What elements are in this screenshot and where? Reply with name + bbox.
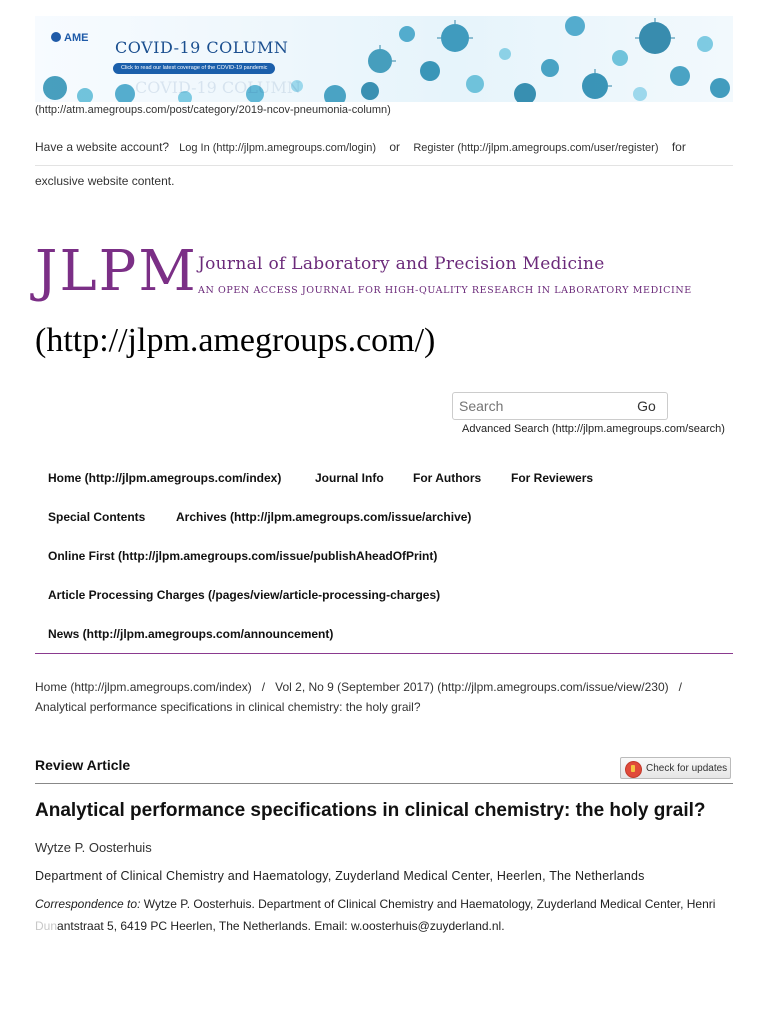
check-for-updates-button[interactable] <box>620 757 731 779</box>
nav-news[interactable]: News (http://jlpm.amegroups.com/announcement) <box>48 627 334 641</box>
nav-for-authors[interactable]: For Authors <box>413 471 482 485</box>
journal-logo[interactable]: JLPM <box>35 239 198 304</box>
account-prompt: Have a website account? <box>35 140 170 154</box>
breadcrumb-separator: / <box>261 680 266 694</box>
article-affiliation: Department of Clinical Chemistry and Haematology, Zuyderland Medical Center, Heerlen, The Netherlands <box>35 869 645 883</box>
crossmark-icon <box>625 761 642 778</box>
journal-tagline-text: AN OPEN ACCESS JOURNAL FOR HIGH-QUALITY RESEARCH IN LABORATORY MEDICINE <box>198 285 692 296</box>
nav-home[interactable]: Home (http://jlpm.amegroups.com/index) <box>48 471 282 485</box>
ame-logo-icon <box>51 32 61 42</box>
correspondence-line-1: Wytze P. Oosterhuis. Department of Clinical Chemistry and Haematology, Zuyderland Medical Center, Henri <box>140 897 716 911</box>
account-divider <box>35 165 733 166</box>
nav-divider <box>35 653 733 654</box>
article-type: Review Article <box>35 757 131 773</box>
breadcrumb-separator: / <box>678 680 683 694</box>
journal-name <box>198 254 605 274</box>
ame-logo-text: AME <box>64 32 89 44</box>
ame-logo <box>51 32 88 44</box>
banner-ghost-text: COVID-19 COLUMN <box>135 78 301 97</box>
breadcrumb <box>35 680 682 694</box>
account-suffix: exclusive website content. <box>35 174 175 188</box>
journal-name-text: Journal of Laboratory and Precision Medicine <box>198 254 605 274</box>
advanced-search-link[interactable]: Advanced Search (http://jlpm.amegroups.com/search) <box>462 423 725 435</box>
nav-for-reviewers[interactable]: For Reviewers <box>511 471 594 485</box>
banner-link[interactable]: (http://atm.amegroups.com/post/category/2019-ncov-pneumonia-column) <box>35 104 391 116</box>
breadcrumb-home[interactable]: Home (http://jlpm.amegroups.com/index) <box>35 680 252 694</box>
nav-journal-info[interactable]: Journal Info <box>315 471 384 485</box>
account-for: for <box>671 140 686 154</box>
nav-online-first[interactable]: Online First (http://jlpm.amegroups.com/issue/publishAheadOfPrint) <box>48 549 438 563</box>
breadcrumb-issue[interactable]: Vol 2, No 9 (September 2017) (http://jlpm.amegroups.com/issue/view/230) <box>275 680 669 694</box>
correspondence-line-2: antstraat 5, 6419 PC Heerlen, The Netherlands. Email: w.oosterhuis@zuyderland.nl. <box>57 919 505 933</box>
account-or: or <box>389 140 400 154</box>
correspondence-line-2-wrap <box>35 919 505 933</box>
search-go-button[interactable]: Go <box>626 392 668 420</box>
correspondence <box>35 897 715 911</box>
check-for-updates-label: Check for updates <box>646 763 728 774</box>
article-author: Wytze P. Oosterhuis <box>35 840 152 855</box>
banner-title: COVID-19 COLUMN <box>115 38 289 57</box>
register-link[interactable]: Register (http://jlpm.amegroups.com/user/register) <box>413 142 659 154</box>
banner-cta[interactable]: Click to read our latest coverage of the COVID-19 pandemic <box>113 63 275 74</box>
account-bar <box>35 140 686 154</box>
article-type-divider <box>35 783 733 784</box>
journal-tagline <box>198 285 692 296</box>
article-title: Analytical performance specifications in clinical chemistry: the holy grail? <box>35 800 706 821</box>
nav-archives[interactable]: Archives (http://jlpm.amegroups.com/issue/archive) <box>176 510 472 524</box>
covid-banner[interactable] <box>35 16 733 102</box>
search-input[interactable] <box>452 392 628 420</box>
login-link[interactable]: Log In (http://jlpm.amegroups.com/login) <box>179 142 376 154</box>
nav-apc[interactable]: Article Processing Charges (/pages/view/article-processing-charges) <box>48 588 441 602</box>
journal-url-link[interactable]: (http://jlpm.amegroups.com/) <box>35 322 436 359</box>
correspondence-label: Correspondence to: <box>35 897 141 911</box>
correspondence-faded: Dun <box>35 919 58 933</box>
nav-special-contents[interactable]: Special Contents <box>48 510 146 524</box>
breadcrumb-current: Analytical performance specifications in clinical chemistry: the holy grail? <box>35 700 421 714</box>
